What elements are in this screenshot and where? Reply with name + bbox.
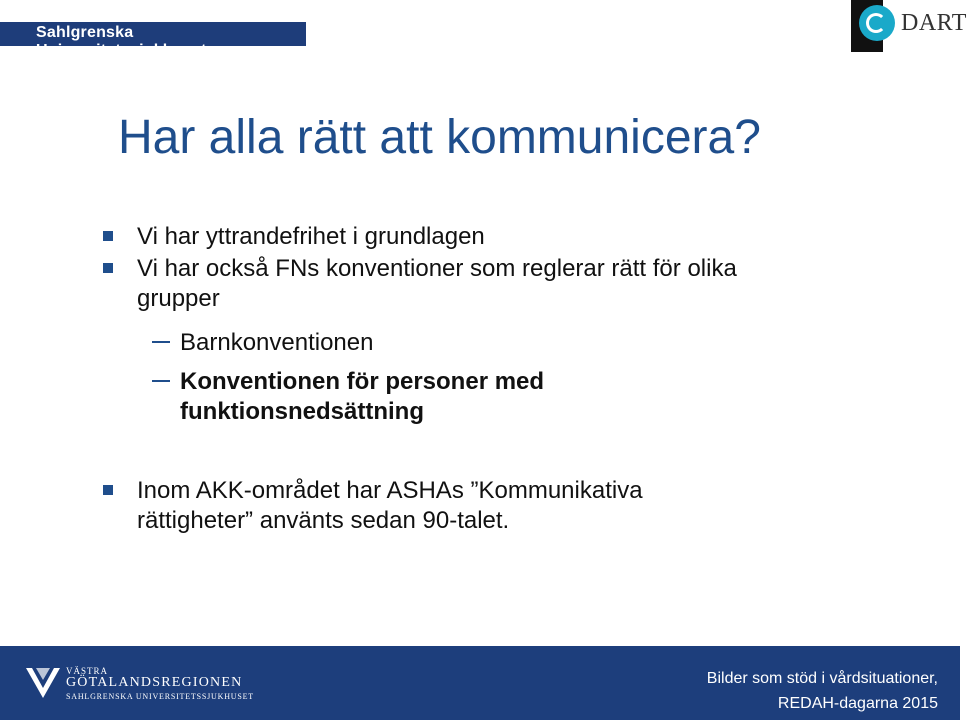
dart-logo-text: DART <box>901 10 967 36</box>
logo-small-text: VÄSTRA <box>66 666 109 676</box>
footer-caption <box>707 666 938 716</box>
bullet-2-line-2: grupper <box>137 285 220 312</box>
logo-sub-text: SAHLGRENSKA UNIVERSITETSSJUKHUSET <box>66 692 254 701</box>
footer-caption-line-1: Bilder som stöd i vårdsituationer, <box>706 670 938 687</box>
vastra-gotalandsregionen-logo-icon <box>24 666 62 700</box>
bullet-square-icon <box>103 231 113 241</box>
sub-bullet-dash-icon <box>152 380 170 382</box>
bullet-square-icon <box>103 485 113 495</box>
header-band-text: Sahlgrenska Universitetssjukhuset <box>36 24 207 59</box>
slide-title: Har alla rätt att kommunicera? <box>118 111 761 164</box>
bullet-2-line-1: Vi har också FNs konventioner som reglerar rätt för olika <box>137 255 737 282</box>
sub-bullet-2-line-1: Konventionen för personer med <box>180 368 545 395</box>
sub-bullet-1-line-1: Barnkonventionen <box>180 329 374 356</box>
sub-bullet-dash-icon <box>152 341 170 343</box>
bullet-3-line-1: Inom AKK-området har ASHAs ”Kommunikativa <box>137 477 643 504</box>
footer-caption-line-2: REDAH-dagarna 2015 <box>777 695 938 712</box>
sub-bullet-2-line-2: funktionsnedsättning <box>180 398 424 425</box>
footer-bar <box>0 646 960 720</box>
logo-big-text: GÖTALANDSREGIONEN <box>66 675 243 690</box>
bullet-square-icon <box>103 263 113 273</box>
bullet-1-line-1: Vi har yttrandefrihet i grundlagen <box>137 223 485 250</box>
vastra-gotalandsregionen-logo-text <box>66 666 254 701</box>
bullet-3-line-2: rättigheter” använts sedan 90-talet. <box>137 507 510 534</box>
